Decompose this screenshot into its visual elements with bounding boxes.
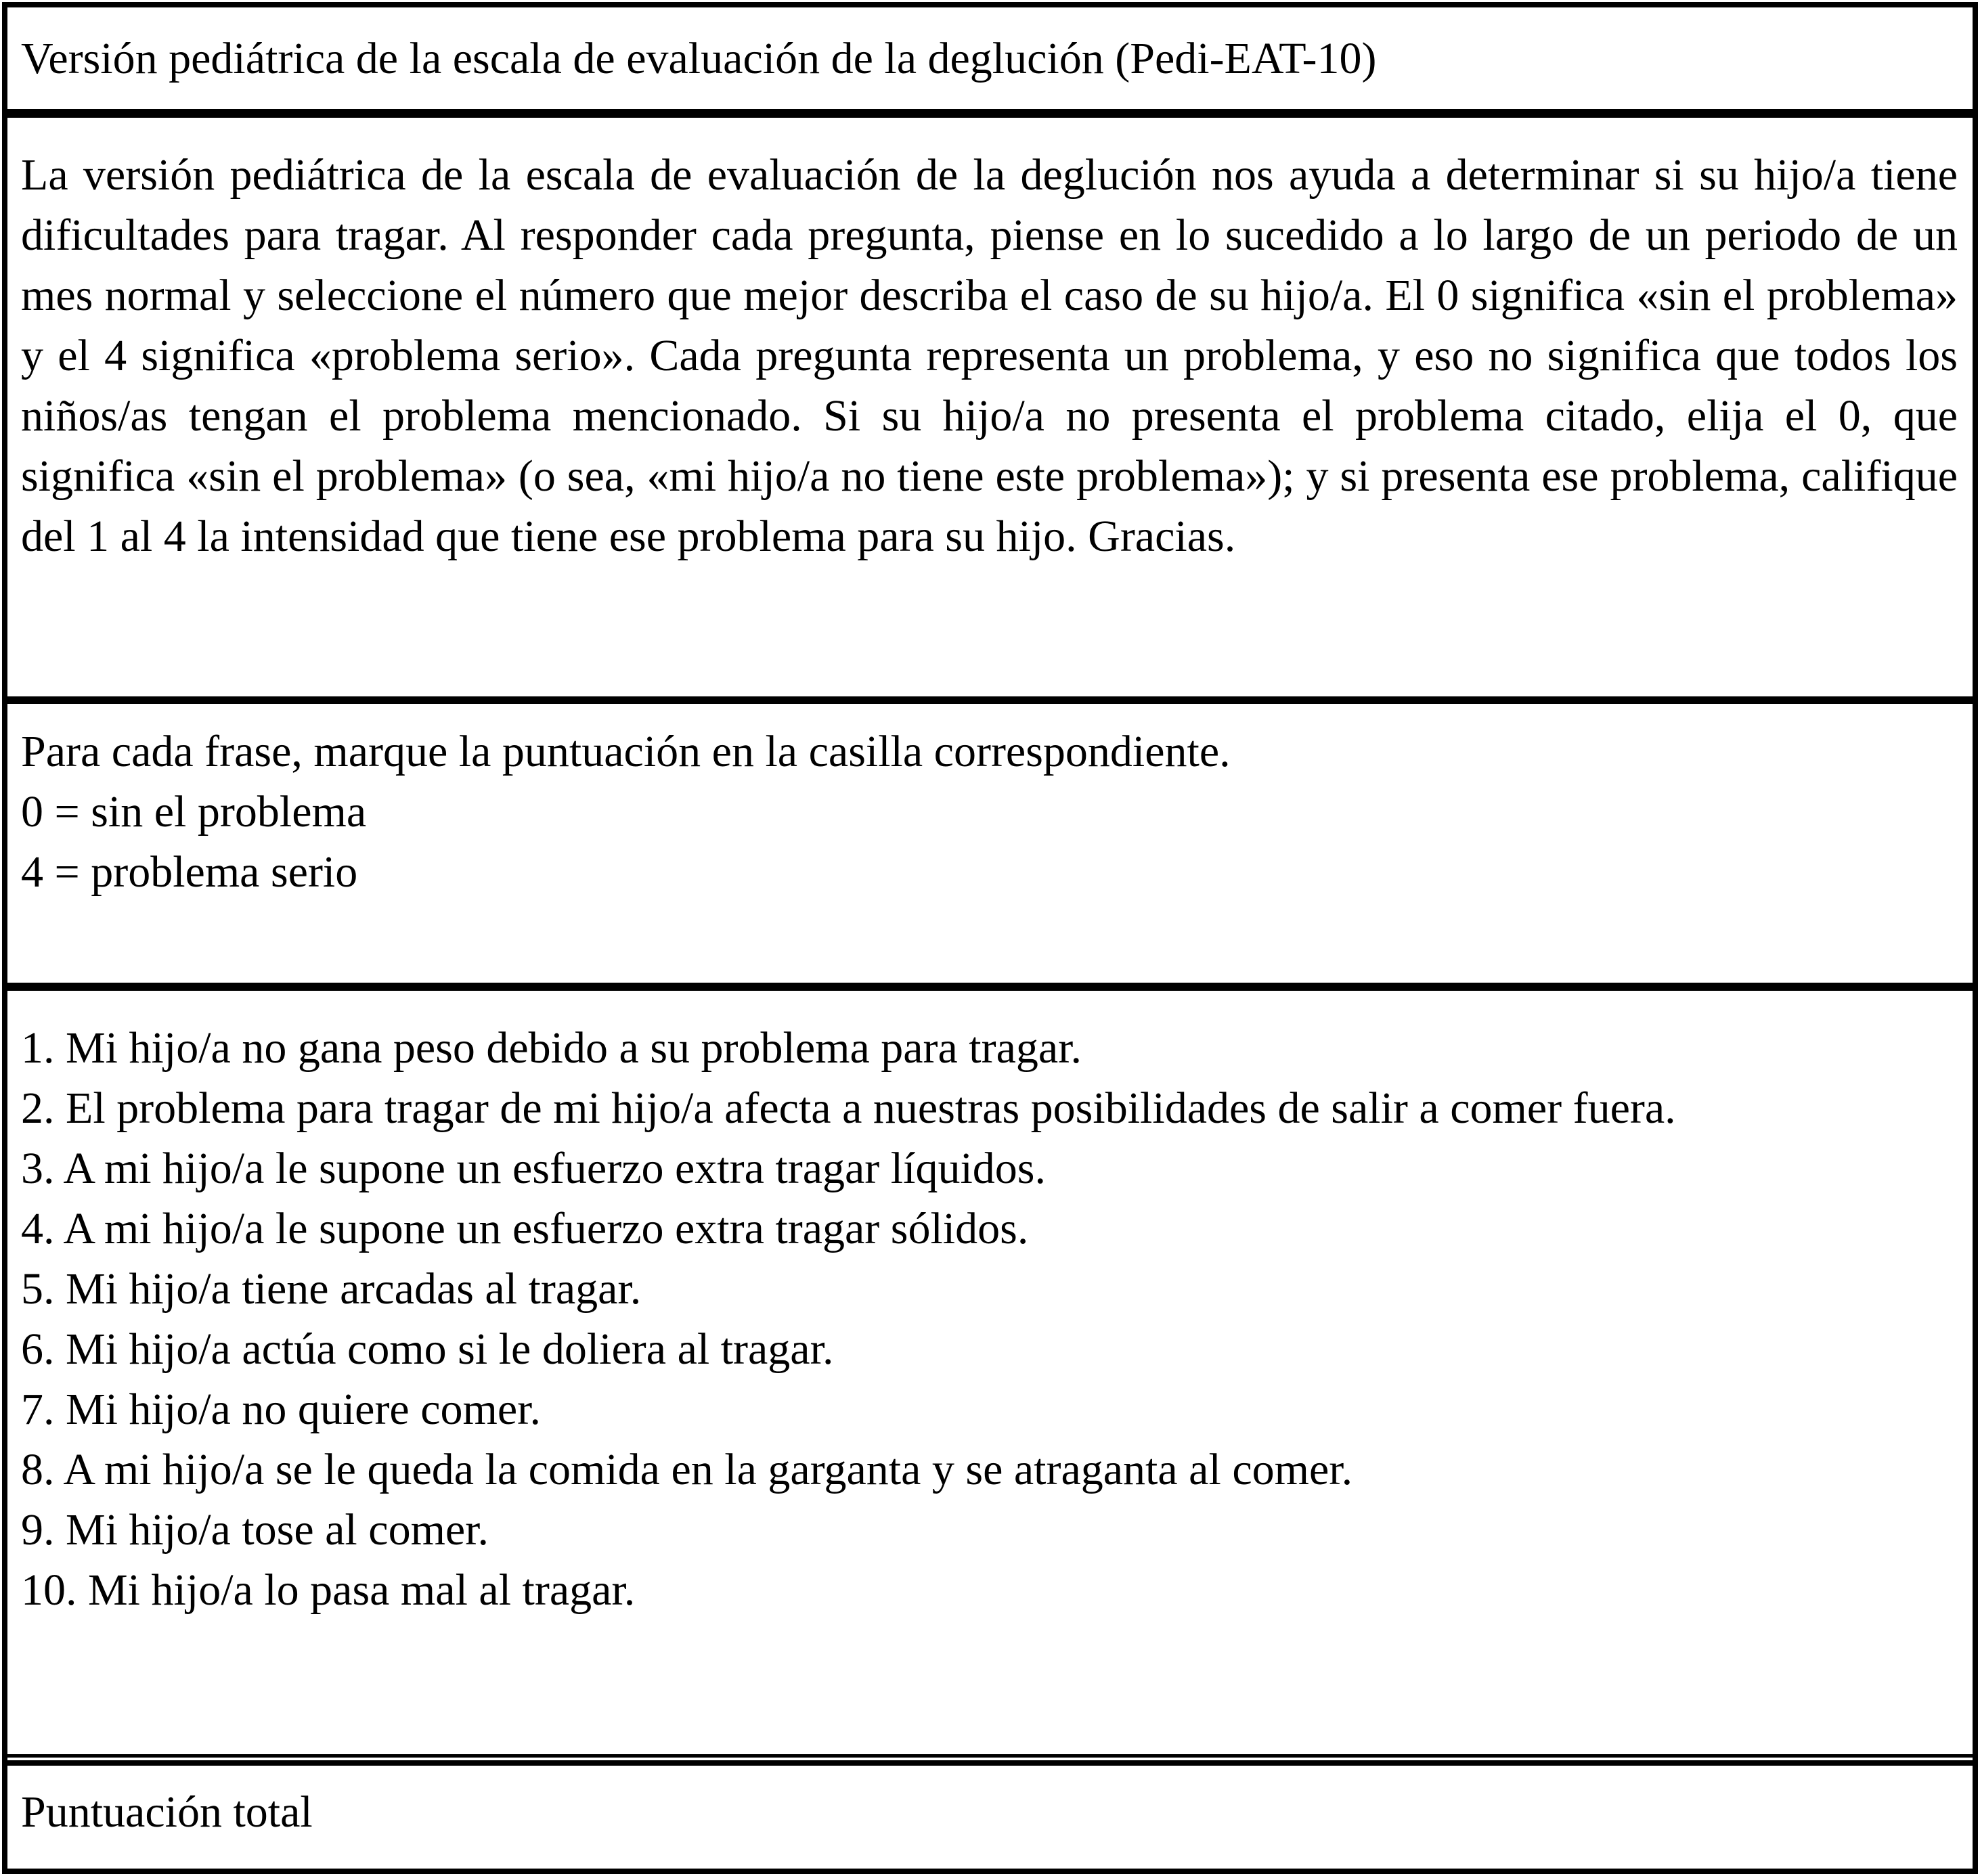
question-item-9: 9. Mi hijo/a tose al comer. [21, 1505, 489, 1555]
total-score-label: Puntuación total [21, 1787, 313, 1837]
scale-min-label: 0 = sin el problema [21, 787, 367, 836]
intro-row [7, 118, 1973, 696]
row-divider [7, 696, 1973, 704]
pedi-eat-10-table [2, 2, 1978, 1874]
question-item-5: 5. Mi hijo/a tiene arcadas al tragar. [21, 1264, 642, 1314]
row-divider [7, 983, 1973, 991]
scale-max-label: 4 = problema serio [21, 847, 358, 897]
intro-paragraph: La versión pediátrica de la escala de evaluación de la deglución nos ayuda a determinar si su hijo/a tiene dificultades para tragar. Al responder cada pregunta, piense en lo sucedido a lo largo de un periodo de un mes normal y seleccione el número que mejor describa el caso de su hijo/a. El 0 significa «sin el problema» y el 4 significa «problema serio». Cada pregunta representa un problema, y eso no significa que todos los niños/as tengan el problema mencionado. Si su hijo/a no presenta el problema citado, elija el 0, que significa «sin el problema» (o sea, «mi hijo/a no tiene este problema»); y si presenta ese problema, califique del 1 al 4 la intensidad que tiene ese problema para su hijo. Gracias. [21, 150, 1958, 561]
question-item-4: 4. A mi hijo/a le supone un esfuerzo extra tragar sólidos. [21, 1204, 1029, 1253]
question-item-6: 6. Mi hijo/a actúa como si le doliera al tragar. [21, 1324, 834, 1374]
row-divider [7, 109, 1973, 118]
question-item-7: 7. Mi hijo/a no quiere comer. [21, 1385, 541, 1434]
question-item-3: 3. A mi hijo/a le supone un esfuerzo extra tragar líquidos. [21, 1144, 1046, 1193]
question-list-row [7, 991, 1973, 1754]
table-title: Versión pediátrica de la escala de evaluación de la deglución (Pedi-EAT-10) [21, 33, 1377, 83]
question-item-10: 10. Mi hijo/a lo pasa mal al tragar. [21, 1565, 636, 1615]
table-title-row [7, 7, 1973, 109]
row-divider-double [7, 1754, 1973, 1766]
question-item-1: 1. Mi hijo/a no gana peso debido a su problema para tragar. [21, 1023, 1082, 1073]
total-score-row [7, 1766, 1973, 1869]
scoring-prompt: Para cada frase, marque la puntuación en la casilla correspondiente. [21, 727, 1231, 776]
scoring-instructions-row [7, 704, 1973, 983]
question-item-8: 8. A mi hijo/a se le queda la comida en la garganta y se atraganta al comer. [21, 1445, 1353, 1494]
question-item-2: 2. El problema para tragar de mi hijo/a afecta a nuestras posibilidades de salir a comer fuera. [21, 1084, 1676, 1133]
